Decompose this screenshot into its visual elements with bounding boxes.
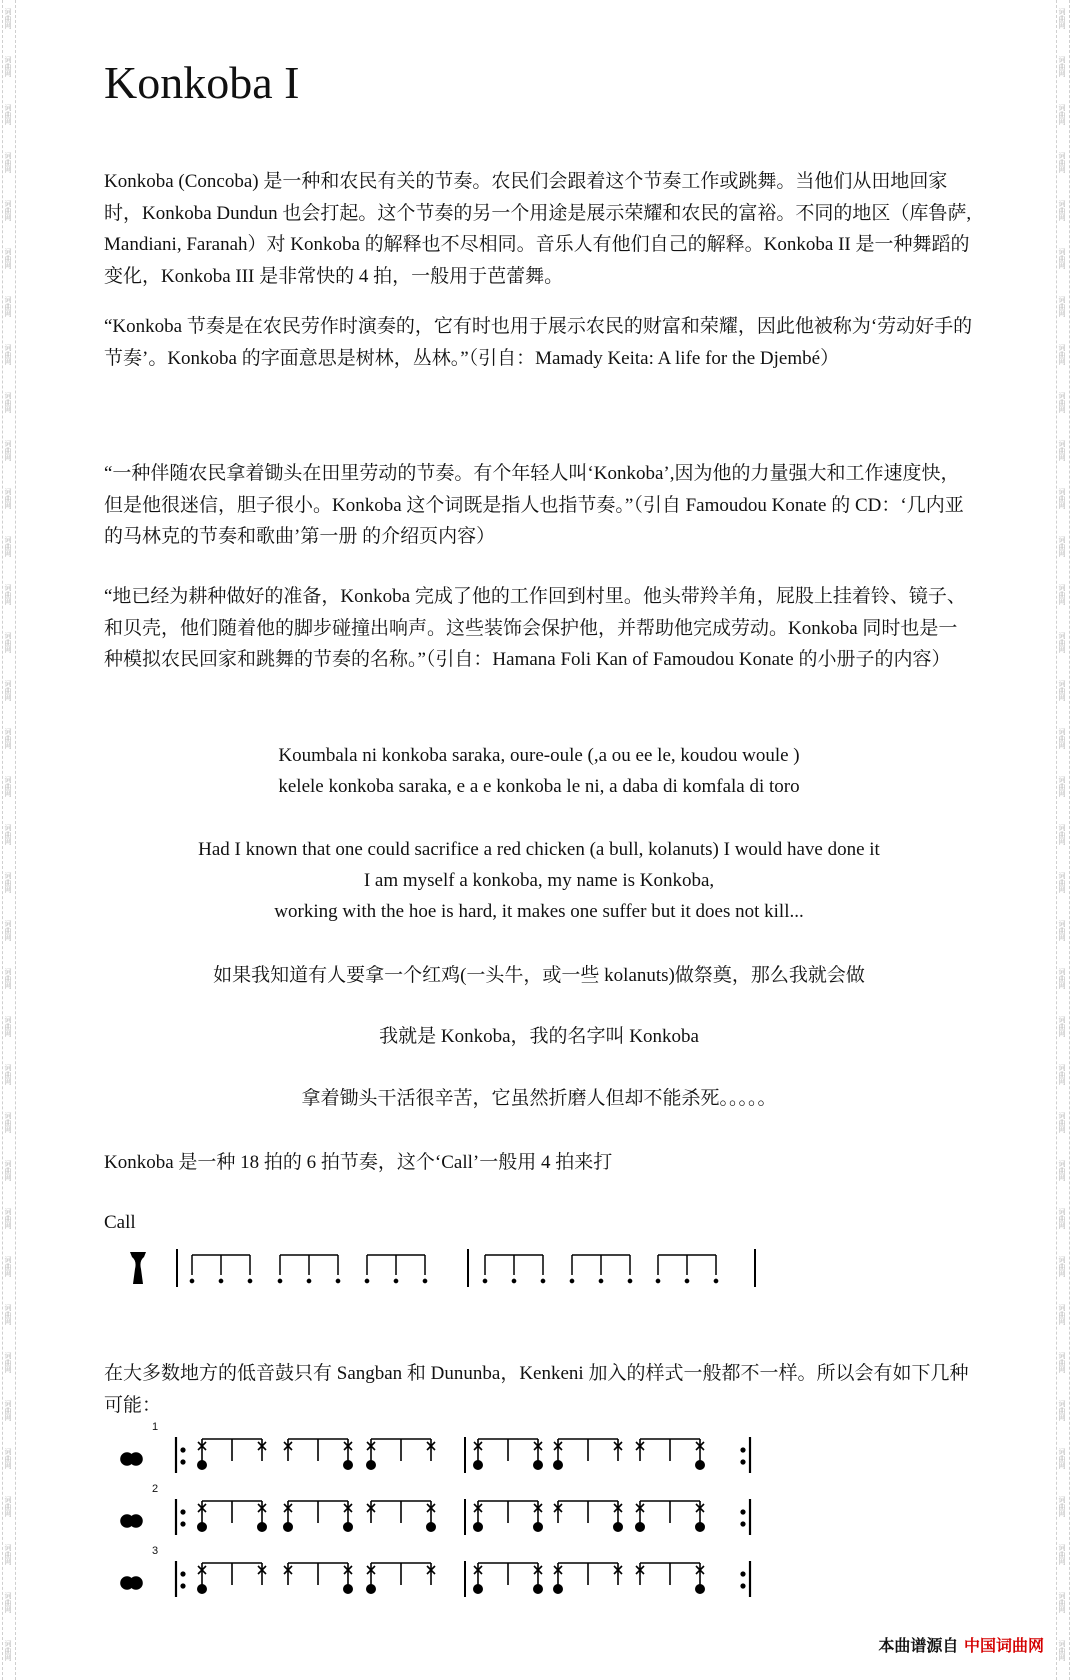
watermark-text: 词曲网: [4, 1352, 12, 1373]
repeat-start-sign: [176, 1561, 185, 1597]
note-head: [534, 1461, 542, 1469]
watermark-text: 词曲网: [4, 56, 12, 77]
paragraph-1: Konkoba (Concoba) 是一种和农民有关的节奏。农民们会跟着这个节奏工作或跳舞。当他们从田地回家时，Konkoba Dundun 也会打起。这个节奏的另一个用途是展示荣耀和农民的富裕。不同的地区（库鲁萨, Mandiani, Faranah）对 Konkoba 的解释也不尽相同。音乐人有他们自己的解释。Konkoba II 是一种舞蹈的变化，Konkoba III 是非常快的 4 拍，一般用于芭蕾舞。: [104, 171, 972, 287]
dunun-icon: [121, 1453, 142, 1465]
dunun-icon: [121, 1515, 142, 1527]
watermark-text: 词曲网: [4, 1496, 12, 1517]
bass-intro: 在大多数地方的低音鼓只有 Sangban 和 Dununba，Kenkeni 加入的样式一般都不一样。所以会有如下几种可能：: [104, 1363, 969, 1416]
note-head: [554, 1585, 562, 1593]
song-english-line-3: working with the hoe is hard, it makes one suffer but it does not kill...: [274, 901, 804, 922]
note-head: [344, 1523, 352, 1531]
watermark-text: 词曲网: [1058, 776, 1066, 797]
watermark-text: 词曲网: [4, 1064, 12, 1085]
watermark-text: 词曲网: [4, 1640, 12, 1661]
note-dot: [628, 1279, 631, 1282]
watermark-text: 词曲网: [1058, 1640, 1066, 1661]
watermark-text: 词曲网: [4, 728, 12, 749]
watermark-text: 词曲网: [4, 248, 12, 269]
credit-site-link[interactable]: 中国词曲网: [963, 1636, 1044, 1655]
note-head: [367, 1585, 375, 1593]
watermark-text: 词曲网: [1058, 1448, 1066, 1469]
watermark-text: 词曲网: [4, 920, 12, 941]
watermark-text: 词曲网: [1058, 344, 1066, 365]
watermark-text: 词曲网: [1058, 392, 1066, 413]
call-beat-group: [656, 1255, 717, 1283]
watermark-text: 词曲网: [1058, 632, 1066, 653]
watermark-text: 词曲网: [1058, 968, 1066, 989]
bass-beat-group: [474, 1501, 542, 1531]
call-beat-group: [278, 1255, 339, 1283]
watermark-text: 词曲网: [4, 1448, 12, 1469]
song-english-line-2: I am myself a konkoba, my name is Konkoba,: [363, 870, 715, 891]
bass-beat-group: [554, 1439, 622, 1469]
note-dot: [307, 1279, 310, 1282]
note-head: [367, 1461, 375, 1469]
song-chinese-line-1: 如果我知道有人要拿一个红鸡(一头牛，或一些 kolanuts)做祭奠，那么我就会做: [213, 965, 865, 986]
repeat-start-sign: [176, 1499, 185, 1535]
bass-row-1: [110, 1421, 790, 1485]
watermark-text: 词曲网: [4, 872, 12, 893]
watermark-text: 词曲网: [1058, 536, 1066, 557]
watermark-text: 词曲网: [4, 968, 12, 989]
watermark-text: 词曲网: [1058, 488, 1066, 509]
watermark-text: 词曲网: [1058, 584, 1066, 605]
watermark-text: 词曲网: [4, 8, 12, 29]
djembe-icon: [130, 1252, 146, 1284]
watermark-text: 词曲网: [1058, 872, 1066, 893]
rhythm-intro: Konkoba 是一种 18 拍的 6 拍节奏，这个‘Call’一般用 4 拍来打: [104, 1152, 613, 1173]
row-number: 3: [152, 1545, 159, 1557]
watermark-text: 词曲网: [1058, 1112, 1066, 1133]
watermark-text: 词曲网: [4, 536, 12, 557]
watermark-text: 词曲网: [4, 1112, 12, 1133]
row-number: 1: [152, 1421, 159, 1433]
note-dot: [365, 1279, 368, 1282]
call-note-group: [190, 1255, 717, 1283]
watermark-text: 词曲网: [1058, 1544, 1066, 1565]
bass-beat-group: [198, 1501, 266, 1531]
call-notation-svg: [110, 1245, 790, 1295]
note-head: [554, 1461, 562, 1469]
watermark-text: 词曲网: [1058, 728, 1066, 749]
watermark-text: 词曲网: [1058, 1016, 1066, 1037]
note-dot: [512, 1279, 515, 1282]
song-chinese-line-2: 我就是 Konkoba，我的名字叫 Konkoba: [379, 1026, 699, 1047]
call-beat-group: [190, 1255, 251, 1283]
bass-beat-group: [367, 1501, 435, 1531]
note-dot: [394, 1279, 397, 1282]
note-head: [198, 1523, 206, 1531]
watermark-text: 词曲网: [4, 152, 12, 173]
bass-beat-group: [284, 1501, 352, 1531]
note-head: [696, 1523, 704, 1531]
watermark-text: 词曲网: [4, 1400, 12, 1421]
repeat-start-sign: [176, 1437, 185, 1473]
source-credit: [878, 1633, 1044, 1656]
bass-beat-group: [474, 1439, 542, 1469]
note-dot: [685, 1279, 688, 1282]
paragraph-2: “Konkoba 节奏是在农民劳作时演奏的，它有时也用于展示农民的财富和荣耀，因此他被称为‘劳动好手的节奏’。Konkoba 的字面意思是树林，丛林。”（引自：Mamady Keita: A life for the Djembé）: [104, 316, 973, 369]
call-beat-group: [365, 1255, 426, 1283]
watermark-text: 词曲网: [4, 1016, 12, 1037]
song-english-line-1: Had I known that one could sacrifice a red chicken (a bull, kolanuts) I would have done it: [198, 839, 880, 860]
watermark-text: 词曲网: [4, 1304, 12, 1325]
note-head: [474, 1585, 482, 1593]
note-head: [258, 1523, 266, 1531]
watermark-text: 词曲网: [4, 200, 12, 221]
note-dot: [570, 1279, 573, 1282]
row-number: 2: [152, 1483, 159, 1495]
watermark-text: 词曲网: [4, 488, 12, 509]
bass-beat-group: [636, 1439, 704, 1469]
call-notation: [110, 1245, 790, 1295]
paragraph-4: “地已经为耕种做好的准备，Konkoba 完成了他的工作回到村里。他头带羚羊角，屁股上挂着铃、镜子、和贝壳，他们随着他的脚步碰撞出响声。这些装饰会保护他，并帮助他完成劳动。Konkoba 同时也是一种模拟农民回家和跳舞的节奏的名称。”（引自：Hamana Foli Kan of Famoudou Konate 的小册子的内容）: [104, 586, 966, 670]
watermark-text: 词曲网: [1058, 1064, 1066, 1085]
watermark-text: 词曲网: [4, 1592, 12, 1613]
watermark-text: 词曲网: [1058, 440, 1066, 461]
song-chinese-line-3: 拿着锄头干活很辛苦，它虽然折磨人但却不能杀死。。。。。: [301, 1088, 777, 1109]
bass-row-2: [110, 1483, 790, 1547]
note-dot: [656, 1279, 659, 1282]
note-head: [636, 1523, 644, 1531]
dunun-icon: [121, 1577, 142, 1589]
bass-beat-group: [284, 1439, 352, 1469]
left-watermark-strip: [2, 0, 16, 1680]
call-label: Call: [104, 1212, 136, 1233]
note-head: [534, 1523, 542, 1531]
watermark-text: 词曲网: [1058, 1304, 1066, 1325]
note-dot: [483, 1279, 486, 1282]
watermark-text: 词曲网: [4, 440, 12, 461]
watermark-text: 词曲网: [4, 632, 12, 653]
note-dot: [714, 1279, 717, 1282]
watermark-text: 词曲网: [1058, 1592, 1066, 1613]
bass-beat-group: [367, 1439, 435, 1469]
note-dot: [336, 1279, 339, 1282]
watermark-text: 词曲网: [1058, 56, 1066, 77]
watermark-text: 词曲网: [1058, 1208, 1066, 1229]
note-dot: [248, 1279, 251, 1282]
note-dot: [599, 1279, 602, 1282]
watermark-text: 词曲网: [4, 1208, 12, 1229]
note-head: [614, 1523, 622, 1531]
note-head: [427, 1523, 435, 1531]
note-head: [534, 1585, 542, 1593]
song-malinke-line-2: kelele konkoba saraka, e a e konkoba le ni, a daba di komfala di toro: [278, 776, 800, 797]
note-head: [284, 1523, 292, 1531]
watermark-text: 词曲网: [1058, 1160, 1066, 1181]
watermark-text: 词曲网: [1058, 680, 1066, 701]
bass-beat-group: [284, 1563, 352, 1593]
bass-beat-group: [198, 1563, 266, 1593]
watermark-text: 词曲网: [1058, 824, 1066, 845]
watermark-text: 词曲网: [1058, 1256, 1066, 1277]
note-dot: [219, 1279, 222, 1282]
bass-beat-group: [636, 1501, 704, 1531]
note-dot: [541, 1279, 544, 1282]
repeat-end-sign: [741, 1499, 750, 1535]
watermark-text: 词曲网: [4, 824, 12, 845]
watermark-text: 词曲网: [4, 680, 12, 701]
credit-prefix: 本曲谱源自: [878, 1636, 959, 1655]
watermark-text: 词曲网: [1058, 1352, 1066, 1373]
watermark-text: 词曲网: [4, 1160, 12, 1181]
repeat-end-sign: [741, 1437, 750, 1473]
bass-beat-group: [474, 1563, 542, 1593]
watermark-text: 词曲网: [4, 104, 12, 125]
page-title: Konkoba I: [104, 57, 300, 108]
watermark-text: 词曲网: [1058, 8, 1066, 29]
watermark-text: 词曲网: [4, 1256, 12, 1277]
watermark-text: 词曲网: [1058, 152, 1066, 173]
watermark-text: 词曲网: [4, 296, 12, 317]
call-beat-group: [483, 1255, 544, 1283]
repeat-end-sign: [741, 1561, 750, 1597]
watermark-text: 词曲网: [1058, 1496, 1066, 1517]
bass-beat-group: [636, 1563, 704, 1593]
bass-beat-group: [554, 1563, 622, 1593]
note-head: [198, 1585, 206, 1593]
note-dot: [423, 1279, 426, 1282]
watermark-text: 词曲网: [1058, 104, 1066, 125]
watermark-text: 词曲网: [1058, 248, 1066, 269]
call-beat-group: [570, 1255, 631, 1283]
watermark-text: 词曲网: [1058, 200, 1066, 221]
note-dot: [190, 1279, 193, 1282]
watermark-text: 词曲网: [4, 392, 12, 413]
watermark-text: 词曲网: [1058, 920, 1066, 941]
note-head: [696, 1461, 704, 1469]
watermark-text: 词曲网: [4, 344, 12, 365]
note-head: [474, 1461, 482, 1469]
watermark-text: 词曲网: [4, 1544, 12, 1565]
paragraph-3: “一种伴随农民拿着锄头在田里劳动的节奏。有个年轻人叫‘Konkoba’,因为他的力量强大和工作速度快，但是他很迷信，胆子很小。Konkoba 这个词既是指人也指节奏。”（引自 Famoudou Konate 的 CD：‘几内亚的马林克的节奏和歌曲’第一册 的介绍页内容）: [104, 463, 964, 547]
note-head: [474, 1523, 482, 1531]
bass-beat-group: [367, 1563, 435, 1593]
note-head: [696, 1585, 704, 1593]
note-head: [198, 1461, 206, 1469]
right-watermark-strip: [1056, 0, 1070, 1680]
watermark-text: 词曲网: [4, 584, 12, 605]
song-malinke-line-1: Koumbala ni konkoba saraka, oure-oule (,a ou ee le, koudou woule ): [278, 745, 800, 766]
bass-beat-group: [198, 1439, 266, 1469]
note-head: [344, 1585, 352, 1593]
note-head: [344, 1461, 352, 1469]
watermark-text: 词曲网: [1058, 1400, 1066, 1421]
note-dot: [278, 1279, 281, 1282]
bass-beat-group: [554, 1501, 622, 1531]
watermark-text: 词曲网: [1058, 296, 1066, 317]
bass-row-3: [110, 1545, 790, 1609]
watermark-text: 词曲网: [4, 776, 12, 797]
